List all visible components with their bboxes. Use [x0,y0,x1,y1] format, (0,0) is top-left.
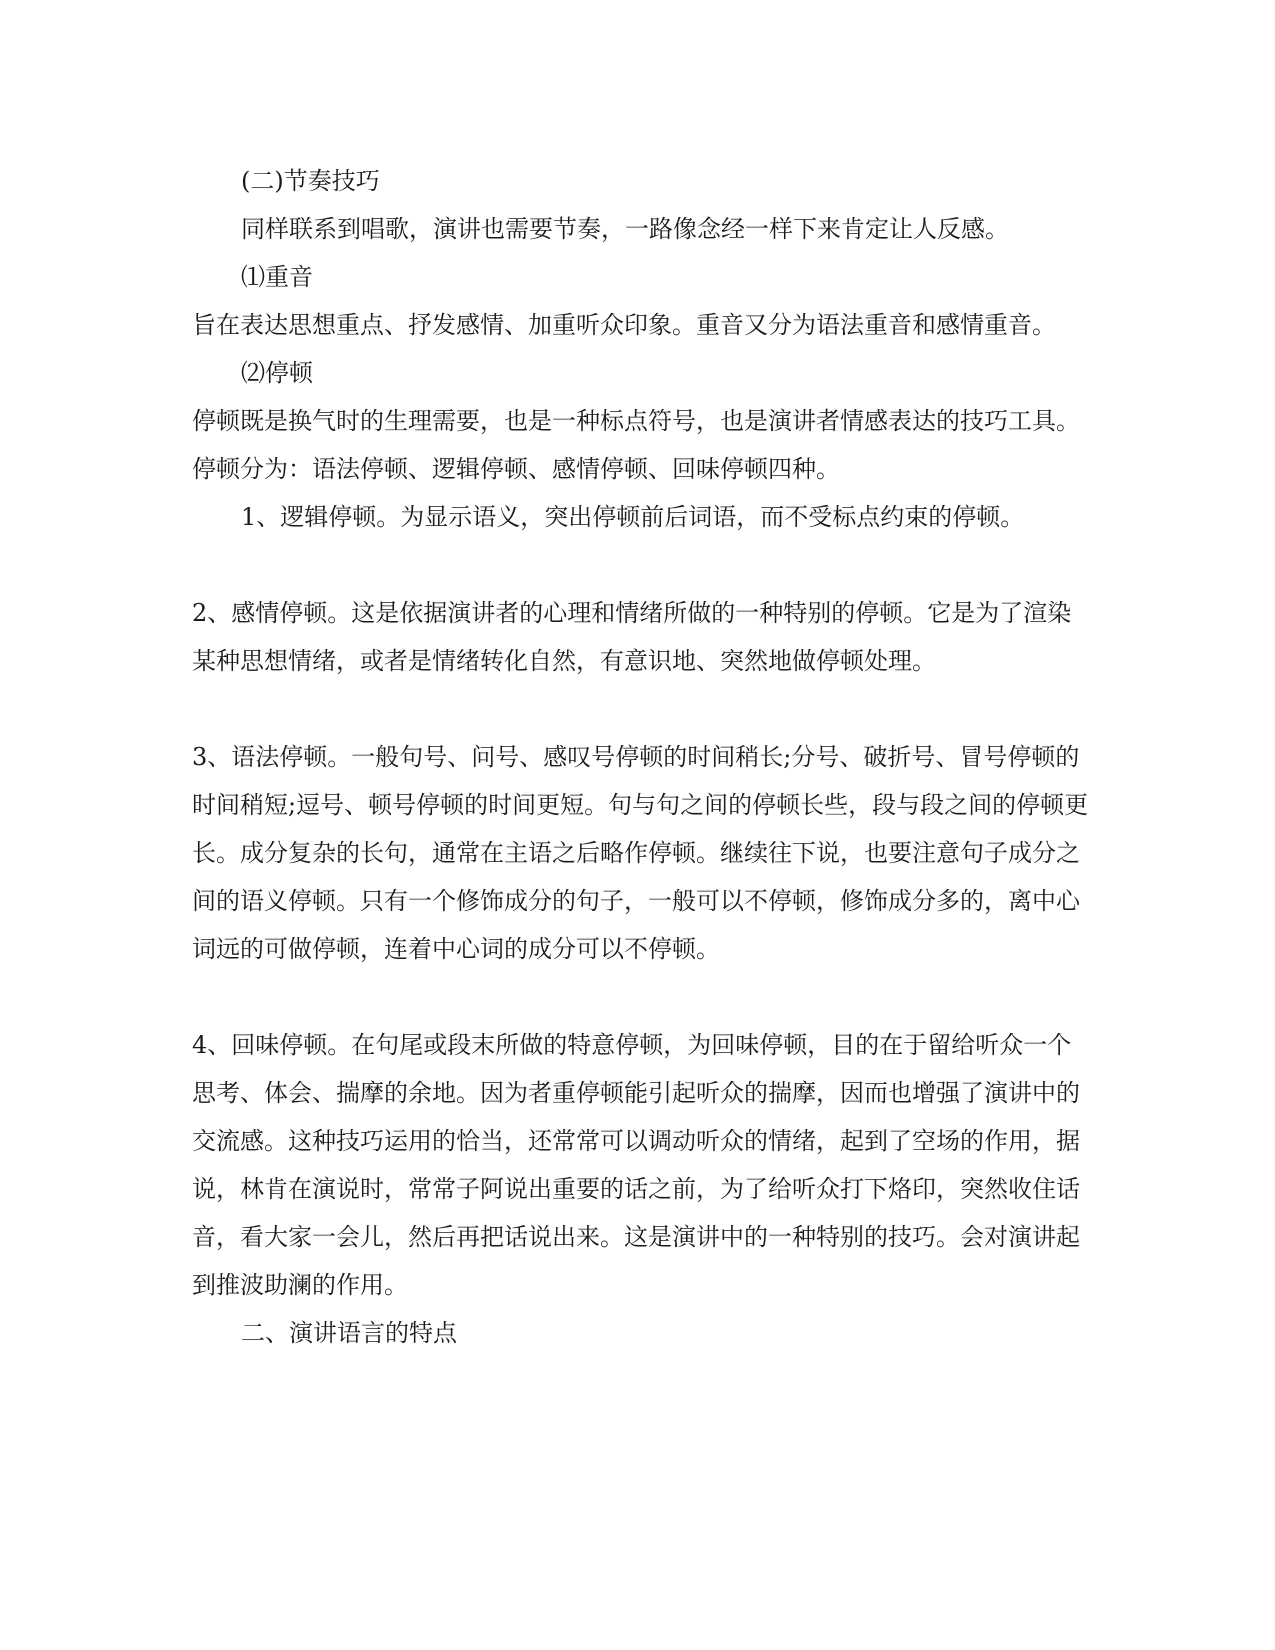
paragraph-spacer [192,685,1092,733]
heading-speech-language-features: 二、演讲语言的特点 [241,1319,457,1347]
paragraph-grammar-pause: 3、语法停顿。一般句号、问号、感叹号停顿的时间稍长;分号、破折号、冒号停顿的时间稍短;逗号、顿号停顿的时间更短。句与句之间的停顿长些，段与段之间的停顿更长。成分复杂的长句，通常在主语之后略作停顿。继续往下说，也要注意句子成分之间的语义停顿。只有一个修饰成分的句子，一般可以不停顿，修饰成分多的，离中心词远的可做停顿，连着中心词的成分可以不停顿。 [192,743,1089,963]
heading-stress: ⑴重音 [241,263,313,291]
heading-pause: ⑵停顿 [241,359,313,387]
heading-rhythm-techniques: (二)节奏技巧 [241,167,380,195]
paragraph-logic-pause: 1、逻辑停顿。为显示语义，突出停顿前后词语，而不受标点约束的停顿。 [241,503,1025,531]
paragraph-rhythm-intro: 同样联系到唱歌，演讲也需要节奏，一路像念经一样下来肯定让人反感。 [241,215,1009,243]
paragraph-emotion-pause: 2、感情停顿。这是依据演讲者的心理和情绪所做的一种特别的停顿。它是为了渲染某种思想情绪，或者是情绪转化自然，有意识地、突然地做停顿处理。 [192,599,1072,675]
paragraph-spacer [192,973,1092,1021]
paragraph-pause: 停顿既是换气时的生理需要，也是一种标点符号，也是演讲者情感表达的技巧工具。停顿分为：语法停顿、逻辑停顿、感情停顿、回味停顿四种。 [192,407,1080,483]
paragraph-spacer [192,541,1092,589]
paragraph-stress: 旨在表达思想重点、抒发感情、加重听众印象。重音又分为语法重音和感情重音。 [192,311,1056,339]
paragraph-aftertaste-pause: 4、回味停顿。在句尾或段末所做的特意停顿，为回味停顿，目的在于留给听众一个思考、体会、揣摩的余地。因为者重停顿能引起听众的揣摩，因而也增强了演讲中的交流感。这种技巧运用的恰当，还常常可以调动听众的情绪，起到了空场的作用，据说，林肯在演说时，常常子阿说出重要的话之前，为了给听众打下烙印，突然收住话音，看大家一会儿，然后再把话说出来。这是演讲中的一种特别的技巧。会对演讲起到推波助澜的作用。 [192,1031,1080,1299]
document-body [192,157,1092,1357]
